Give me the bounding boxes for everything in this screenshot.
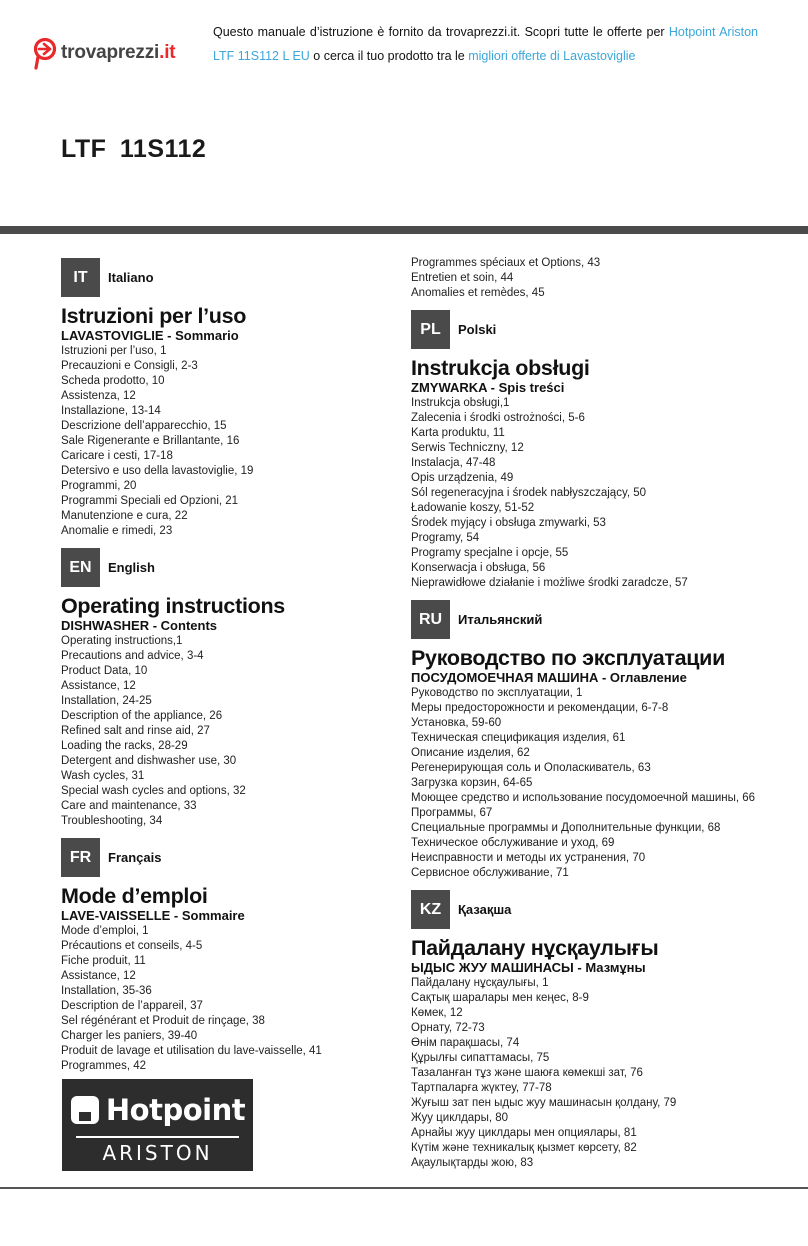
toc-item: Instrukcja obsługi,1	[411, 397, 510, 409]
toc-item: Product Data, 10	[61, 665, 148, 677]
toc-item: Opis urządzenia, 49	[411, 472, 514, 484]
toc-item: Programmes, 42	[61, 1060, 147, 1072]
toc-item: Құрылғы сипаттамасы, 75	[411, 1052, 550, 1064]
toc-list-en	[61, 634, 391, 829]
toc-item: Entretien et soin, 44	[411, 272, 514, 284]
toc-item: Installation, 35-36	[61, 985, 152, 997]
lang-name-it: Italiano	[108, 270, 154, 285]
lang-name-fr: Français	[108, 850, 162, 865]
toc-list-fr	[61, 924, 391, 1074]
lang-name-pl: Polski	[458, 322, 497, 337]
lang-badge-ru: RU	[411, 600, 450, 639]
banner-text-1: Questo manuale d’istruzione è fornito da trovaprezzi.it. Scopri tutte le offerte per	[213, 25, 669, 39]
lang-header-ru	[411, 600, 801, 639]
toc-item: Środek myjący i obsługa zmywarki, 53	[411, 517, 606, 529]
toc-item: Loading the racks, 28-29	[61, 740, 188, 752]
section-subtitle-ru: ПОСУДОМОЕЧНАЯ МАШИНА - Оглавление	[411, 670, 687, 685]
section-subtitle-pl: ZMYWARKA - Spis treści	[411, 380, 565, 395]
section-title-ru: Руководство по эксплуатации	[411, 646, 726, 670]
section-subtitle-en: DISHWASHER - Contents	[61, 618, 217, 633]
category-offers-link[interactable]: migliori offerte di Lavastoviglie	[468, 49, 636, 63]
trovaprezzi-wordmark: trovaprezzi.it	[61, 42, 176, 63]
toc-item: Konserwacja i obsługa, 56	[411, 562, 546, 574]
promo-banner	[213, 20, 758, 68]
toc-item: Precautions and advice, 3-4	[61, 650, 204, 662]
lang-badge-fr: FR	[61, 838, 100, 877]
toc-item: Programy specjalne i opcje, 55	[411, 547, 569, 559]
trovaprezzi-logo[interactable]	[33, 33, 203, 73]
section-en	[61, 548, 391, 829]
toc-list-pl	[411, 396, 801, 591]
footer-divider	[0, 1187, 808, 1189]
toc-item: Fiche produit, 11	[61, 955, 146, 967]
section-subtitle-kz: ЫДЫС ЖУУ МАШИНАСЫ - Мазмұны	[411, 960, 646, 975]
toc-item: Charger les paniers, 39-40	[61, 1030, 198, 1042]
toc-item: Assistance, 12	[61, 680, 136, 692]
ariston-wordmark: ARISTON	[102, 1141, 213, 1165]
lang-badge-en: EN	[61, 548, 100, 587]
toc-item: Anomalie e rimedi, 23	[61, 525, 173, 537]
trovaprezzi-pin-icon	[33, 36, 59, 70]
toc-item: Көмек, 12	[411, 1007, 463, 1019]
toc-item: Istruzioni per l’uso, 1	[61, 345, 167, 357]
lang-name-ru: Итальянский	[458, 612, 543, 627]
lang-header-kz	[411, 890, 801, 929]
toc-item: Serwis Techniczny, 12	[411, 442, 524, 454]
toc-item: Wash cycles, 31	[61, 770, 145, 782]
toc-item: Жуғыш зат пен ыдыс жуу машинасын қолдану, 79	[411, 1097, 677, 1109]
toc-item: Precauzioni e Consigli, 2-3	[61, 360, 198, 372]
lang-header-it	[61, 258, 391, 297]
toc-item: Sel régénérant et Produit de rinçage, 38	[61, 1015, 265, 1027]
toc-item: Programy, 54	[411, 532, 480, 544]
toc-item: Регенерирующая соль и Ополаскиватель, 63	[411, 762, 651, 774]
toc-item: Техническая спецификация изделия, 61	[411, 732, 626, 744]
toc-item: Ақаулықтарды жою, 83	[411, 1157, 534, 1169]
section-title-kz: Пайдалану нұсқаулығы	[411, 936, 659, 960]
toc-item: Орнату, 72-73	[411, 1022, 485, 1034]
toc-item: Manutenzione e cura, 22	[61, 510, 188, 522]
toc-item: Меры предосторожности и рекомендации, 6-7-8	[411, 702, 669, 714]
toc-item: Программы, 67	[411, 807, 493, 819]
toc-item: Sól regeneracyjna i środek nabłyszczający, 50	[411, 487, 647, 499]
toc-list-ru	[411, 686, 801, 881]
toc-item: Description of the appliance, 26	[61, 710, 223, 722]
toc-item: Специальные программы и Дополнительные функции, 68	[411, 822, 721, 834]
model-title: LTF 11S112	[61, 135, 207, 163]
section-title-pl: Instrukcja obsługi	[411, 356, 590, 380]
section-title-fr: Mode d’emploi	[61, 884, 208, 908]
toc-item: Descrizione dell’apparecchio, 15	[61, 420, 227, 432]
toc-item: Anomalies et remèdes, 45	[411, 287, 545, 299]
lang-name-kz: Қазақша	[458, 902, 512, 917]
toc-item: Пайдалану нұсқаулығы, 1	[411, 977, 549, 989]
banner-text-2: o cerca il tuo prodotto tra le	[309, 49, 469, 63]
toc-item: Тазаланған тұз және шаюға көмекші зат, 76	[411, 1067, 643, 1079]
lang-header-en	[61, 548, 391, 587]
section-subtitle-fr: LAVE-VAISSELLE - Sommaire	[61, 908, 245, 923]
product-offers-link[interactable]: Hotpoint Ariston LTF 11S112 L EU	[213, 25, 758, 63]
hotpoint-ariston-logo	[62, 1079, 253, 1171]
toc-item: Техническое обслуживание и уход, 69	[411, 837, 615, 849]
toc-list-kz	[411, 976, 801, 1171]
toc-item: Ładowanie koszy, 51-52	[411, 502, 535, 514]
section-fr	[61, 838, 391, 1074]
toc-item: Загрузка корзин, 64-65	[411, 777, 533, 789]
toc-item: Programmes spéciaux et Options, 43	[411, 257, 601, 269]
toc-item: Refined salt and rinse aid, 27	[61, 725, 210, 737]
toc-item: Nieprawidłowe działanie i możliwe środki zaradcze, 57	[411, 577, 688, 589]
toc-item: Description de l’appareil, 37	[61, 1000, 203, 1012]
toc-item: Programmi Speciali ed Opzioni, 21	[61, 495, 239, 507]
toc-item: Mode d’emploi, 1	[61, 925, 149, 937]
toc-item: Karta produktu, 11	[411, 427, 505, 439]
lang-badge-pl: PL	[411, 310, 450, 349]
toc-item: Assistenza, 12	[61, 390, 136, 402]
toc-item: Sale Rigenerante e Brillantante, 16	[61, 435, 240, 447]
toc-item: Care and maintenance, 33	[61, 800, 197, 812]
toc-item: Руководство по эксплуатации, 1	[411, 687, 583, 699]
section-title-en: Operating instructions	[61, 594, 285, 618]
toc-item: Operating instructions,1	[61, 635, 183, 647]
toc-item: Моющее средство и использование посудомоечной машины, 66	[411, 792, 756, 804]
toc-item: Programmi, 20	[61, 480, 137, 492]
toc-item: Special wash cycles and options, 32	[61, 785, 246, 797]
toc-item: Неисправности и методы их устранения, 70	[411, 852, 646, 864]
hotpoint-logo-top	[62, 1085, 253, 1135]
section-subtitle-it: LAVASTOVIGLIE - Sommario	[61, 328, 239, 343]
toc-item: Арнайы жуу циклдары мен опциялары, 81	[411, 1127, 637, 1139]
section-it	[61, 258, 391, 539]
toc-item: Описание изделия, 62	[411, 747, 530, 759]
section-kz	[411, 890, 801, 1171]
logo-separator	[76, 1136, 239, 1138]
toc-item: Troubleshooting, 34	[61, 815, 163, 827]
hotpoint-mark-icon	[70, 1095, 100, 1125]
toc-list-it	[61, 344, 391, 539]
toc-item: Instalacja, 47-48	[411, 457, 496, 469]
toc-item: Сақтық шаралары мен кеңес, 8-9	[411, 992, 589, 1004]
toc-item: Caricare i cesti, 17-18	[61, 450, 173, 462]
toc-item: Тартпаларға жүктеу, 77-78	[411, 1082, 552, 1094]
toc-item: Сервисное обслуживание, 71	[411, 867, 569, 879]
lang-badge-it: IT	[61, 258, 100, 297]
section-title-it: Istruzioni per l’uso	[61, 304, 247, 328]
toc-item: Detergent and dishwasher use, 30	[61, 755, 237, 767]
section-ru	[411, 600, 801, 881]
toc-item: Установка, 59-60	[411, 717, 502, 729]
lang-badge-kz: KZ	[411, 890, 450, 929]
toc-item: Scheda prodotto, 10	[61, 375, 165, 387]
lang-header-fr	[61, 838, 391, 877]
toc-item: Installation, 24-25	[61, 695, 152, 707]
toc-item: Précautions et conseils, 4-5	[61, 940, 203, 952]
toc-item: Өнім парақшасы, 74	[411, 1037, 520, 1049]
toc-item: Assistance, 12	[61, 970, 136, 982]
toc-item: Detersivo e uso della lavastoviglie, 19	[61, 465, 254, 477]
lang-name-en: English	[108, 560, 155, 575]
section-pl	[411, 310, 801, 591]
toc-item: Күтім және техникалық қызмет көрсету, 82	[411, 1142, 637, 1154]
toc-item: Zalecenia i środki ostrożności, 5-6	[411, 412, 585, 424]
hotpoint-wordmark: Hotpoint	[105, 1093, 246, 1127]
lang-header-pl	[411, 310, 801, 349]
toc-item: Жуу циклдары, 80	[411, 1112, 509, 1124]
right-column	[411, 256, 801, 1171]
header-divider	[0, 226, 808, 234]
toc-list-fr-cont	[411, 256, 801, 301]
toc-item: Installazione, 13-14	[61, 405, 161, 417]
left-column	[61, 258, 391, 1074]
toc-item: Produit de lavage et utilisation du lave-vaisselle, 41	[61, 1045, 322, 1057]
